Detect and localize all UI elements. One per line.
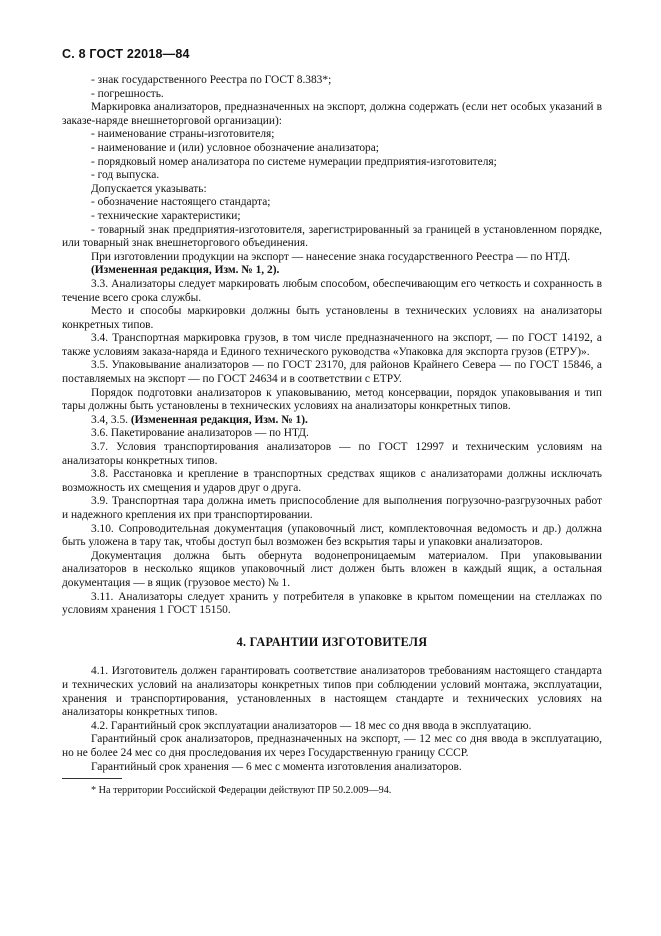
page-header: С. 8 ГОСТ 22018—84 — [62, 47, 190, 61]
clause-3-3: 3.3. Анализаторы следует маркировать любым способом, обеспечивающим его четкость и сохранность в течение всего срока службы. — [62, 277, 602, 304]
footnote: * На территории Российской Федерации действуют ПР 50.2.009—94. — [91, 785, 392, 797]
list-item: - порядковый номер анализатора по системе нумерации предприятия-изготовителя; — [91, 155, 497, 168]
clause-3-10: 3.10. Сопроводительная документация (упаковочный лист, комплектовочная ведомость и др.) должна быть уложена в тару так, чтобы доступ был возможен без вскрытия тары и упаковки анализаторов. — [62, 522, 602, 549]
paragraph: Маркировка анализаторов, предназначенных на экспорт, должна содержать (если нет особых указаний в заказе-наряде внешнеторговой организации): — [62, 101, 602, 127]
clause-3-8: 3.8. Расстановка и крепление в транспортных средствах ящиков с анализаторами должны исключать возможность их смещения и ударов друг о друга. — [62, 468, 602, 494]
amendment-note: (Измененная редакция, Изм. № 1, 2). — [91, 264, 280, 277]
document-body — [62, 74, 602, 797]
list-item: - наименование и (или) условное обозначение анализатора; — [91, 141, 379, 154]
list-item: - погрешность. — [91, 87, 164, 100]
clause-4-1: 4.1. Изготовитель должен гарантировать соответствие анализаторов требованиям настоящего стандарта и технических условий на анализаторы конкретных типов при соблюдении условий монтажа, эксплуатации, хранения и транспортирования, установленных в настоящем стандарте и технических условиях на анализаторы конкретных типов. — [62, 665, 602, 719]
paragraph: Гарантийный срок анализаторов, предназначенных на экспорт, — 12 мес со дня ввода в эксплуатацию, но не более 24 мес со дня проследования их через Государственную границу СССР. — [62, 733, 602, 759]
clause-3-11: 3.11. Анализаторы следует хранить у потребителя в упаковке в крытом помещении на стеллажах по условиям хранения 1 ГОСТ 15150. — [62, 590, 602, 617]
clause-3-7: 3.7. Условия транспортирования анализаторов — по ГОСТ 12997 и техническим условиям на анализаторы конкретных типов. — [62, 441, 602, 467]
paragraph: Документация должна быть обернута водонепроницаемым материалом. При упаковывании анализаторов в несколько ящиков упаковочный лист должен быть вложен в каждый ящик, а остальная документация — в ящик (грузовое место) № 1. — [62, 549, 602, 589]
paragraph: Порядок подготовки анализаторов к упаковыванию, метод консервации, порядок упаковывания и тип тары должны быть установлены в технических условиях на анализаторы конкретных типов. — [62, 386, 602, 413]
clause-3-6: 3.6. Пакетирование анализаторов — по НТД. — [91, 427, 309, 440]
paragraph: Допускается указывать: — [91, 182, 207, 195]
paragraph: При изготовлении продукции на экспорт — нанесение знака государственного Реестра — по НТД. — [91, 250, 571, 263]
list-item: - знак государственного Реестра по ГОСТ 8.383*; — [91, 74, 332, 86]
list-item: - год выпуска. — [91, 169, 160, 182]
list-item: - обозначение настоящего стандарта; — [91, 196, 271, 209]
clause-3-9: 3.9. Транспортная тара должна иметь приспособление для выполнения погрузочно-разгрузочных работ и надежного крепления их при транспортировании. — [62, 495, 602, 521]
section-title: 4. ГАРАНТИИ ИЗГОТОВИТЕЛЯ — [236, 634, 428, 649]
paragraph: Место и способы маркировки должны быть установлены в технических условиях на анализаторы конкретных типов. — [62, 305, 602, 331]
clause-3-5: 3.5. Упаковывание анализаторов — по ГОСТ 23170, для районов Крайнего Севера — по ГОСТ 15846, а поставляемых на экспорт — по ГОСТ 24634 и в соответствии с ЕТРУ. — [62, 359, 602, 386]
paragraph: Гарантийный срок хранения — 6 мес с момента изготовления анализаторов. — [91, 760, 462, 773]
clause-4-2: 4.2. Гарантийный срок эксплуатации анализаторов — 18 мес со дня ввода в эксплуатацию. — [91, 719, 532, 732]
list-item: - наименование страны-изготовителя; — [91, 128, 275, 141]
amendment-clauses: 3.4, 3.5. — [91, 413, 129, 426]
list-item: - технические характеристики; — [91, 209, 241, 222]
clause-3-4: 3.4. Транспортная маркировка грузов, в том числе предназначенного на экспорт, — по ГОСТ 14192, а также условиям заказа-наряда и Единого технического руководства «Упаковка для экспорта грузов (ЕТРУ)». — [62, 332, 602, 358]
amendment-note — [62, 414, 602, 428]
amendment-text: (Измененная редакция, Изм. № 1). — [130, 413, 308, 426]
list-item: - товарный знак предприятия-изготовителя, зарегистрированный за границей в установленном порядке, или товарный знак внешнеторгового объединения. — [62, 223, 602, 250]
footnote-divider — [62, 778, 122, 779]
